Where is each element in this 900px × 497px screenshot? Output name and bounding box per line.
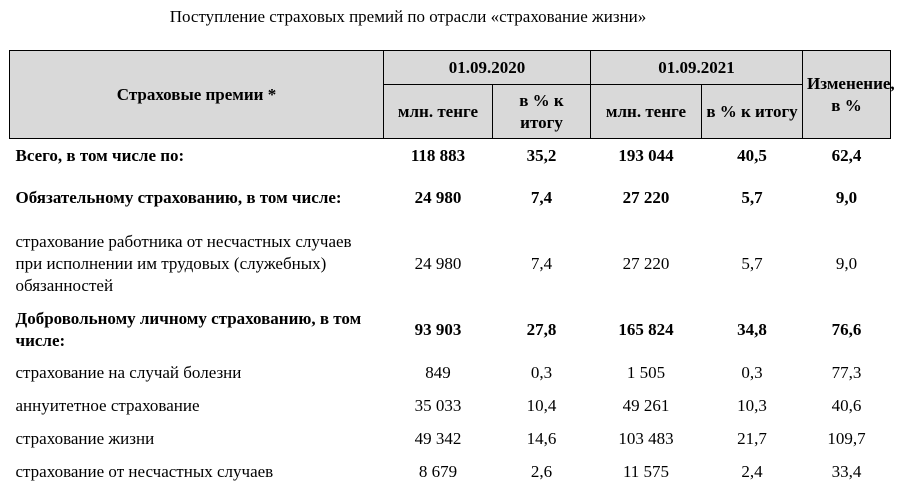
- table-row-total: [10, 139, 891, 173]
- header-date-2020: 01.09.2020: [384, 51, 591, 85]
- cell-share-2020: 14,6: [526, 428, 557, 448]
- cell-amount-2020: 24 980: [414, 254, 462, 273]
- row-label: страхование от несчастных случаев: [15, 461, 274, 481]
- cell-share-2020: 0,3: [530, 362, 553, 382]
- header-premiums: Страховые премии *: [10, 51, 384, 139]
- cell-share-2020: 10,4: [526, 395, 557, 415]
- cell-share-2021: 40,5: [737, 145, 767, 165]
- cell-share-2021: 21,7: [737, 428, 767, 448]
- cell-change: 33,4: [831, 461, 862, 481]
- row-label: аннуитетное страхование: [15, 395, 200, 415]
- cell-change: 109,7: [827, 428, 866, 448]
- cell-amount-2021: 11 575: [622, 461, 670, 481]
- header-change: Изменение, в %: [803, 51, 891, 139]
- table-row-annuity: [10, 389, 891, 422]
- cell-amount-2021: 1 505: [626, 362, 666, 382]
- row-label: Обязательному страхованию, в том числе:: [15, 188, 342, 207]
- cell-share-2021: 0,3: [741, 362, 763, 382]
- header-amount-2020: млн. тенге: [384, 85, 493, 139]
- cell-share-2020: 7,4: [530, 254, 553, 273]
- header-share-2021: в % к итогу: [702, 85, 803, 139]
- cell-amount-2021: 165 824: [618, 320, 674, 339]
- cell-change: 76,6: [831, 320, 862, 339]
- cell-amount-2020: 849: [425, 362, 451, 382]
- table-row-life: [10, 422, 891, 455]
- cell-change: 62,4: [831, 145, 862, 165]
- cell-change: 40,6: [831, 395, 862, 415]
- cell-amount-2020: 35 033: [414, 395, 462, 415]
- table-row-accident: [10, 455, 891, 488]
- cell-change: 77,3: [831, 362, 862, 382]
- cell-share-2020: 35,2: [526, 145, 557, 165]
- header-amount-2021: млн. тенге: [591, 85, 702, 139]
- cell-amount-2021: 27 220: [622, 254, 670, 273]
- cell-share-2021: 10,3: [737, 395, 767, 415]
- cell-amount-2020: 24 980: [414, 188, 462, 207]
- cell-amount-2021: 49 261: [622, 395, 670, 415]
- table-row-voluntary: [10, 304, 891, 356]
- cell-amount-2020: 93 903: [414, 320, 462, 339]
- header-share-2020: в % к итогу: [493, 85, 591, 139]
- table-row-worker-accident: [10, 224, 891, 304]
- cell-share-2021: 34,8: [737, 320, 767, 339]
- cell-share-2020: 7,4: [530, 188, 553, 207]
- table-caption: Поступление страховых премий по отрасли «страхование жизни»: [169, 7, 647, 26]
- table-row-obligatory: [10, 172, 891, 224]
- row-label: страхование на случай болезни: [15, 362, 242, 382]
- row-label: Всего, в том числе по:: [15, 145, 185, 165]
- cell-amount-2020: 8 679: [418, 461, 458, 481]
- cell-share-2020: 2,6: [530, 461, 553, 481]
- cell-amount-2021: 103 483: [618, 428, 674, 448]
- cell-amount-2021: 193 044: [618, 145, 674, 165]
- cell-amount-2020: 49 342: [414, 428, 462, 448]
- cell-share-2021: 5,7: [741, 188, 763, 207]
- header-row-1: [10, 51, 891, 85]
- cell-share-2021: 5,7: [741, 254, 763, 273]
- row-label: страхование жизни: [15, 428, 155, 448]
- row-label: Добровольному личному страхованию, в том числе:: [15, 309, 362, 350]
- cell-amount-2020: 118 883: [410, 145, 466, 165]
- cell-share-2020: 27,8: [526, 320, 557, 339]
- cell-amount-2021: 27 220: [622, 188, 670, 207]
- table-row-illness: [10, 356, 891, 389]
- premiums-table: [9, 50, 895, 488]
- header-date-2021: 01.09.2021: [591, 51, 803, 85]
- cell-share-2021: 2,4: [741, 461, 763, 481]
- row-label: страхование работника от несчастных случаев при исполнении им трудовых (служебных) обязанностей: [15, 232, 352, 295]
- cell-change: 9,0: [835, 188, 858, 207]
- cell-change: 9,0: [835, 254, 858, 273]
